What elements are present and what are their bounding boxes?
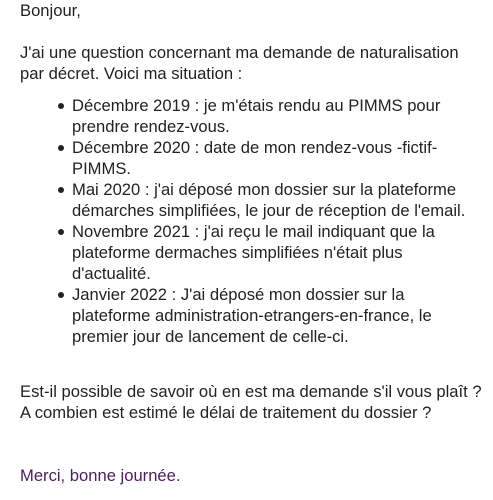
situation-timeline-list (20, 95, 485, 347)
list-item: Décembre 2019 : je m'étais rendu au PIMMS pour prendre rendez-vous. (72, 95, 485, 137)
list-item: Janvier 2022 : J'ai déposé mon dossier sur la plateforme administration-etrangers-en-france, le premier jour de lancement de celle-ci. (72, 284, 485, 347)
question-paragraph: Est-il possible de savoir où en est ma demande s'il vous plaît ? A combien est estimé le délai de traitement du dossier ? (20, 382, 482, 422)
list-item: Mai 2020 : j'ai déposé mon dossier sur la plateforme démarches simplifiées, le jour de réception de l'email. (72, 179, 485, 221)
intro-paragraph: J'ai une question concernant ma demande de naturalisation par décret. Voici ma situation : (20, 43, 459, 83)
list-item: Novembre 2021 : j'ai reçu le mail indiquant que la plateforme dermaches simplifiées n'était plus d'actualité. (72, 221, 485, 284)
list-item: Décembre 2020 : date de mon rendez-vous -fictif- PIMMS. (72, 137, 485, 179)
signoff-text: Merci, bonne journée. (20, 466, 181, 485)
greeting-text: Bonjour, (20, 1, 81, 20)
